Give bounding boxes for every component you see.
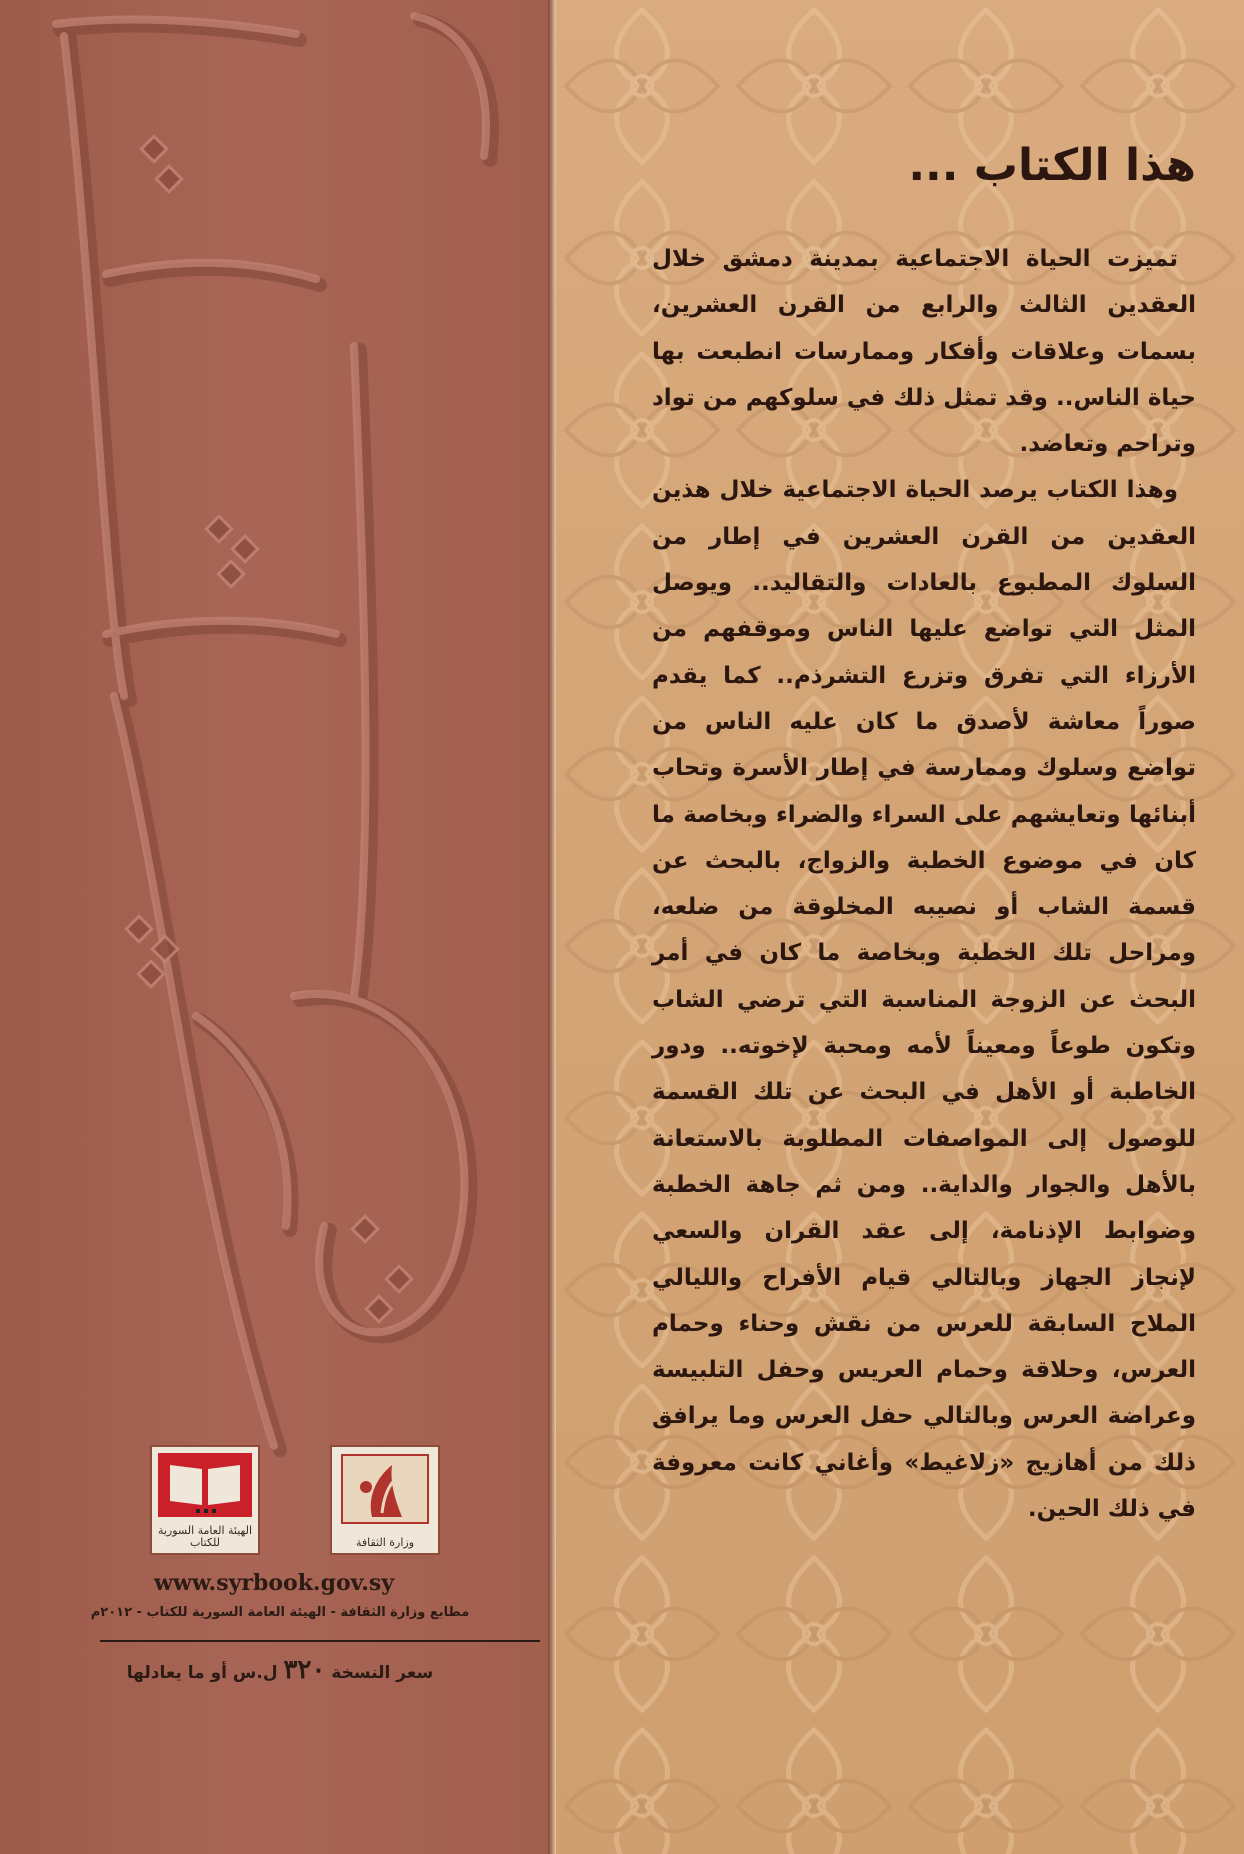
embossed-calligraphy-icon xyxy=(0,0,548,1500)
authority-logo-caption: الهيئة العامة السورية للكتاب xyxy=(157,1524,253,1549)
open-book-logo-icon xyxy=(150,1445,260,1555)
panel-divider xyxy=(548,0,556,1854)
price-suffix: ل.س أو ما يعادلها xyxy=(126,1663,278,1683)
price-prefix: سعر النسخة xyxy=(331,1663,434,1683)
price-divider xyxy=(100,1640,540,1642)
price-value: ٣٢٠ xyxy=(283,1655,326,1685)
description-paragraph-2: وهذا الكتاب يرصد الحياة الاجتماعية خلال هذين العقدين من القرن العشرين في إطار من السلوك المطبوع بالعادات والتقاليد.. ويوصل المثل التي تواضع عليها الناس وموقفهم من الأرزاء التي تفرق وتزرع التشرذم.. كما يقدم صوراً معاشة لأصدق ما كان عليه الناس من تواضع وسلوك وممارسة في إطار الأسرة وتحاب أبنائها وتعايشهم على السراء والضراء وبخاصة ما كان في موضوع الخطبة والزواج، بالبحث عن قسمة الشاب أو نصيبه المخلوقة من ضلعه، ومراحل تلك الخطبة وبخاصة ما كان في أمر البحث عن الزوجة المناسبة التي ترضي الشاب وتكون طوعاً ومعيناً لأمه ومحبة لإخوته.. ودور الخاطبة أو الأهل في البحث عن تلك القسمة للوصول إلى المواصفات المطلوبة بالاستعانة بالأهل والجوار والداية.. ومن ثم جاهة الخطبة وضوابط الإذنامة، إلى عقد القران والسعي لإنجاز الجهاز وبالتالي قيام الأفراح والليالي الملاح السابقة للعرس من نقش وحناء وحمام العرس، وحلاقة وحمام العريس وحفل التلبيسة وعراضة العرس وبالتالي حفل العرس وما يرافق ذلك من أهازيج «زلاغيط» وأغاني كانت معروفة في ذلك الحين. xyxy=(652,477,1196,1523)
book-description xyxy=(652,236,1196,1532)
printer-line: مطابع وزارة الثقافة - الهيئة العامة السورية للكتاب - ٢٠١٢م xyxy=(90,1605,470,1620)
price-line xyxy=(20,1655,540,1685)
left-decorative-panel xyxy=(0,0,548,1854)
publisher-website: www.syrbook.gov.sy xyxy=(153,1570,395,1596)
description-paragraph-1: تميزت الحياة الاجتماعية بمدينة دمشق خلال العقدين الثالث والرابع من القرن العشرين، بسمات وعلاقات وأفكار وممارسات انطبعت بها حياة الناس.. وقد تمثل ذلك في سلوكهم من تواد وتراحم وتعاضد. xyxy=(652,246,1196,458)
right-text-panel xyxy=(556,0,1244,1854)
ministry-logo-caption: وزارة الثقافة xyxy=(355,1536,415,1549)
book-title: هذا الكتاب ... xyxy=(908,140,1196,191)
ministry-of-culture-logo-icon xyxy=(330,1445,440,1555)
publisher-logos xyxy=(150,1445,440,1555)
